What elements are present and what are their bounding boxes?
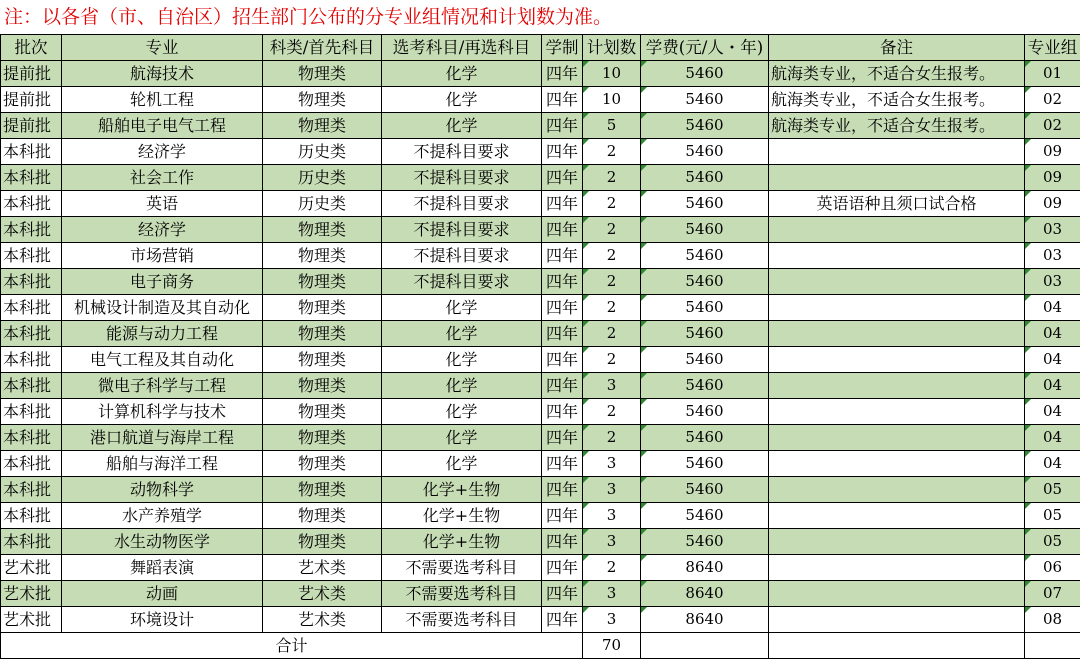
cell-years: 四年 bbox=[542, 373, 583, 399]
cell-subjects: 不提科目要求 bbox=[382, 269, 542, 295]
cell-plan: 3 bbox=[583, 607, 641, 633]
cell-fee: 5460 bbox=[641, 295, 769, 321]
cell-years: 四年 bbox=[542, 87, 583, 113]
cell-remark bbox=[769, 217, 1025, 243]
cell-category: 物理类 bbox=[263, 217, 382, 243]
cell-category: 物理类 bbox=[263, 243, 382, 269]
cell-fee: 5460 bbox=[641, 113, 769, 139]
cell-major: 社会工作 bbox=[62, 165, 263, 191]
cell-batch: 艺术批 bbox=[1, 555, 62, 581]
cell-plan: 2 bbox=[583, 139, 641, 165]
cell-plan: 2 bbox=[583, 217, 641, 243]
cell-remark bbox=[769, 451, 1025, 477]
header-fee: 学费(元/人・年) bbox=[641, 35, 769, 61]
cell-years: 四年 bbox=[542, 581, 583, 607]
cell-group: 03 bbox=[1025, 217, 1080, 243]
cell-years: 四年 bbox=[542, 165, 583, 191]
cell-batch: 提前批 bbox=[1, 61, 62, 87]
table-row bbox=[1, 529, 1080, 555]
cell-fee: 5460 bbox=[641, 373, 769, 399]
table-row bbox=[1, 87, 1080, 113]
cell-years: 四年 bbox=[542, 451, 583, 477]
cell-category: 物理类 bbox=[263, 399, 382, 425]
cell-remark: 航海类专业，不适合女生报考。 bbox=[769, 61, 1025, 87]
cell-fee: 8640 bbox=[641, 607, 769, 633]
cell-fee: 5460 bbox=[641, 165, 769, 191]
table-row bbox=[1, 217, 1080, 243]
cell-group: 04 bbox=[1025, 321, 1080, 347]
cell-category: 历史类 bbox=[263, 191, 382, 217]
cell-batch: 本科批 bbox=[1, 295, 62, 321]
cell-remark bbox=[769, 503, 1025, 529]
cell-years: 四年 bbox=[542, 295, 583, 321]
cell-batch: 本科批 bbox=[1, 347, 62, 373]
cell-major: 航海技术 bbox=[62, 61, 263, 87]
cell-major: 电子商务 bbox=[62, 269, 263, 295]
cell-major: 环境设计 bbox=[62, 607, 263, 633]
cell-category: 历史类 bbox=[263, 165, 382, 191]
cell-major: 船舶电子电气工程 bbox=[62, 113, 263, 139]
cell-years: 四年 bbox=[542, 503, 583, 529]
table-row bbox=[1, 165, 1080, 191]
cell-major: 经济学 bbox=[62, 139, 263, 165]
cell-remark bbox=[769, 321, 1025, 347]
cell-years: 四年 bbox=[542, 321, 583, 347]
cell-batch: 艺术批 bbox=[1, 607, 62, 633]
header-batch: 批次 bbox=[1, 35, 62, 61]
cell-subjects: 不提科目要求 bbox=[382, 217, 542, 243]
cell-group: 03 bbox=[1025, 269, 1080, 295]
cell-batch: 提前批 bbox=[1, 113, 62, 139]
cell-fee: 5460 bbox=[641, 321, 769, 347]
cell-subjects: 不提科目要求 bbox=[382, 165, 542, 191]
cell-plan: 2 bbox=[583, 165, 641, 191]
cell-batch: 本科批 bbox=[1, 243, 62, 269]
cell-major: 港口航道与海岸工程 bbox=[62, 425, 263, 451]
cell-remark: 航海类专业，不适合女生报考。 bbox=[769, 87, 1025, 113]
cell-batch: 艺术批 bbox=[1, 581, 62, 607]
cell-plan: 2 bbox=[583, 399, 641, 425]
cell-category: 艺术类 bbox=[263, 607, 382, 633]
cell-remark bbox=[769, 399, 1025, 425]
table-row bbox=[1, 425, 1080, 451]
cell-plan: 10 bbox=[583, 61, 641, 87]
cell-remark bbox=[769, 607, 1025, 633]
cell-group: 06 bbox=[1025, 555, 1080, 581]
cell-batch: 本科批 bbox=[1, 321, 62, 347]
cell-category: 物理类 bbox=[263, 295, 382, 321]
cell-batch: 本科批 bbox=[1, 139, 62, 165]
cell-remark bbox=[769, 269, 1025, 295]
cell-years: 四年 bbox=[542, 217, 583, 243]
cell-remark bbox=[769, 243, 1025, 269]
cell-category: 物理类 bbox=[263, 477, 382, 503]
cell-years: 四年 bbox=[542, 477, 583, 503]
cell-fee: 5460 bbox=[641, 451, 769, 477]
cell-plan: 3 bbox=[583, 477, 641, 503]
cell-batch: 本科批 bbox=[1, 217, 62, 243]
cell-subjects: 不需要选考科目 bbox=[382, 555, 542, 581]
cell-years: 四年 bbox=[542, 269, 583, 295]
total-label: 合计 bbox=[1, 633, 583, 659]
cell-category: 物理类 bbox=[263, 113, 382, 139]
cell-major: 船舶与海洋工程 bbox=[62, 451, 263, 477]
cell-group: 04 bbox=[1025, 295, 1080, 321]
cell-years: 四年 bbox=[542, 399, 583, 425]
cell-remark bbox=[769, 347, 1025, 373]
cell-batch: 本科批 bbox=[1, 451, 62, 477]
cell-group: 04 bbox=[1025, 425, 1080, 451]
cell-category: 历史类 bbox=[263, 139, 382, 165]
cell-category: 物理类 bbox=[263, 373, 382, 399]
cell-subjects: 化学 bbox=[382, 295, 542, 321]
cell-batch: 本科批 bbox=[1, 529, 62, 555]
cell-fee: 5460 bbox=[641, 243, 769, 269]
cell-category: 物理类 bbox=[263, 347, 382, 373]
cell-major: 能源与动力工程 bbox=[62, 321, 263, 347]
cell-subjects: 化学+生物 bbox=[382, 503, 542, 529]
cell-remark bbox=[769, 529, 1025, 555]
cell-plan: 2 bbox=[583, 243, 641, 269]
header-plan: 计划数 bbox=[583, 35, 641, 61]
cell-years: 四年 bbox=[542, 139, 583, 165]
cell-subjects: 不需要选考科目 bbox=[382, 607, 542, 633]
cell-remark bbox=[769, 139, 1025, 165]
total-empty-group bbox=[1025, 633, 1080, 659]
cell-years: 四年 bbox=[542, 61, 583, 87]
cell-plan: 3 bbox=[583, 529, 641, 555]
cell-group: 09 bbox=[1025, 165, 1080, 191]
cell-fee: 5460 bbox=[641, 191, 769, 217]
cell-fee: 5460 bbox=[641, 139, 769, 165]
cell-plan: 3 bbox=[583, 451, 641, 477]
cell-major: 计算机科学与技术 bbox=[62, 399, 263, 425]
cell-group: 09 bbox=[1025, 139, 1080, 165]
header-major: 专业 bbox=[62, 35, 263, 61]
cell-plan: 2 bbox=[583, 425, 641, 451]
cell-fee: 5460 bbox=[641, 347, 769, 373]
cell-remark bbox=[769, 477, 1025, 503]
cell-group: 04 bbox=[1025, 399, 1080, 425]
cell-category: 物理类 bbox=[263, 425, 382, 451]
cell-group: 05 bbox=[1025, 503, 1080, 529]
total-row bbox=[1, 633, 1080, 659]
cell-years: 四年 bbox=[542, 243, 583, 269]
cell-remark: 航海类专业，不适合女生报考。 bbox=[769, 113, 1025, 139]
cell-fee: 5460 bbox=[641, 87, 769, 113]
cell-group: 03 bbox=[1025, 243, 1080, 269]
cell-major: 经济学 bbox=[62, 217, 263, 243]
cell-group: 04 bbox=[1025, 373, 1080, 399]
cell-major: 舞蹈表演 bbox=[62, 555, 263, 581]
cell-major: 微电子科学与工程 bbox=[62, 373, 263, 399]
cell-group: 02 bbox=[1025, 113, 1080, 139]
cell-fee: 5460 bbox=[641, 269, 769, 295]
cell-batch: 本科批 bbox=[1, 425, 62, 451]
cell-years: 四年 bbox=[542, 555, 583, 581]
table-row bbox=[1, 555, 1080, 581]
cell-batch: 本科批 bbox=[1, 503, 62, 529]
cell-plan: 2 bbox=[583, 295, 641, 321]
cell-category: 物理类 bbox=[263, 451, 382, 477]
cell-years: 四年 bbox=[542, 425, 583, 451]
cell-plan: 2 bbox=[583, 555, 641, 581]
cell-category: 物理类 bbox=[263, 503, 382, 529]
cell-fee: 5460 bbox=[641, 61, 769, 87]
cell-group: 02 bbox=[1025, 87, 1080, 113]
cell-years: 四年 bbox=[542, 347, 583, 373]
cell-remark bbox=[769, 165, 1025, 191]
cell-major: 动物科学 bbox=[62, 477, 263, 503]
cell-years: 四年 bbox=[542, 191, 583, 217]
cell-subjects: 化学 bbox=[382, 399, 542, 425]
table-row bbox=[1, 347, 1080, 373]
table-row bbox=[1, 451, 1080, 477]
table-row bbox=[1, 503, 1080, 529]
header-category: 科类/首先科目 bbox=[263, 35, 382, 61]
table-row bbox=[1, 61, 1080, 87]
cell-major: 水生动物医学 bbox=[62, 529, 263, 555]
cell-subjects: 不提科目要求 bbox=[382, 191, 542, 217]
header-remark: 备注 bbox=[769, 35, 1025, 61]
table-row bbox=[1, 477, 1080, 503]
header-group: 专业组 bbox=[1025, 35, 1080, 61]
cell-fee: 5460 bbox=[641, 425, 769, 451]
cell-category: 艺术类 bbox=[263, 581, 382, 607]
cell-subjects: 化学 bbox=[382, 425, 542, 451]
cell-subjects: 不提科目要求 bbox=[382, 139, 542, 165]
table-note: 注：以各省（市、自治区）招生部门公布的分专业组情况和计划数为准。 bbox=[0, 0, 1080, 34]
cell-remark bbox=[769, 581, 1025, 607]
cell-plan: 2 bbox=[583, 191, 641, 217]
cell-category: 物理类 bbox=[263, 529, 382, 555]
cell-remark bbox=[769, 555, 1025, 581]
cell-major: 电气工程及其自动化 bbox=[62, 347, 263, 373]
cell-batch: 本科批 bbox=[1, 477, 62, 503]
cell-subjects: 不提科目要求 bbox=[382, 243, 542, 269]
cell-plan: 2 bbox=[583, 321, 641, 347]
cell-fee: 8640 bbox=[641, 555, 769, 581]
cell-batch: 本科批 bbox=[1, 399, 62, 425]
admission-plan-table bbox=[0, 34, 1080, 659]
cell-years: 四年 bbox=[542, 607, 583, 633]
table-row bbox=[1, 243, 1080, 269]
cell-major: 动画 bbox=[62, 581, 263, 607]
cell-major: 英语 bbox=[62, 191, 263, 217]
cell-subjects: 化学 bbox=[382, 373, 542, 399]
cell-subjects: 不需要选考科目 bbox=[382, 581, 542, 607]
table-row bbox=[1, 399, 1080, 425]
table-row bbox=[1, 607, 1080, 633]
cell-fee: 5460 bbox=[641, 477, 769, 503]
cell-batch: 本科批 bbox=[1, 191, 62, 217]
header-years: 学制 bbox=[542, 35, 583, 61]
table-row bbox=[1, 581, 1080, 607]
cell-subjects: 化学 bbox=[382, 113, 542, 139]
cell-fee: 5460 bbox=[641, 503, 769, 529]
cell-fee: 5460 bbox=[641, 399, 769, 425]
cell-remark bbox=[769, 425, 1025, 451]
cell-subjects: 化学 bbox=[382, 347, 542, 373]
cell-group: 09 bbox=[1025, 191, 1080, 217]
cell-category: 物理类 bbox=[263, 87, 382, 113]
table-body bbox=[1, 61, 1080, 633]
table-row bbox=[1, 373, 1080, 399]
cell-plan: 2 bbox=[583, 347, 641, 373]
cell-plan: 3 bbox=[583, 503, 641, 529]
cell-major: 市场营销 bbox=[62, 243, 263, 269]
cell-subjects: 化学+生物 bbox=[382, 477, 542, 503]
cell-remark bbox=[769, 373, 1025, 399]
cell-subjects: 化学 bbox=[382, 61, 542, 87]
table-row bbox=[1, 321, 1080, 347]
header-subjects: 选考科目/再选科目 bbox=[382, 35, 542, 61]
total-plan: 70 bbox=[583, 633, 641, 659]
header-row bbox=[1, 35, 1080, 61]
total-empty-fee bbox=[641, 633, 769, 659]
cell-plan: 3 bbox=[583, 581, 641, 607]
cell-batch: 提前批 bbox=[1, 87, 62, 113]
cell-category: 物理类 bbox=[263, 269, 382, 295]
cell-fee: 8640 bbox=[641, 581, 769, 607]
cell-group: 04 bbox=[1025, 451, 1080, 477]
table-row bbox=[1, 139, 1080, 165]
total-empty-remark bbox=[769, 633, 1025, 659]
cell-group: 07 bbox=[1025, 581, 1080, 607]
cell-plan: 3 bbox=[583, 373, 641, 399]
table-row bbox=[1, 191, 1080, 217]
cell-group: 04 bbox=[1025, 347, 1080, 373]
table-row bbox=[1, 269, 1080, 295]
cell-subjects: 化学 bbox=[382, 321, 542, 347]
cell-major: 水产养殖学 bbox=[62, 503, 263, 529]
cell-remark bbox=[769, 295, 1025, 321]
cell-group: 08 bbox=[1025, 607, 1080, 633]
cell-group: 01 bbox=[1025, 61, 1080, 87]
table-row bbox=[1, 295, 1080, 321]
cell-plan: 2 bbox=[583, 269, 641, 295]
cell-group: 05 bbox=[1025, 477, 1080, 503]
cell-major: 机械设计制造及其自动化 bbox=[62, 295, 263, 321]
cell-category: 物理类 bbox=[263, 321, 382, 347]
cell-category: 艺术类 bbox=[263, 555, 382, 581]
cell-major: 轮机工程 bbox=[62, 87, 263, 113]
cell-plan: 10 bbox=[583, 87, 641, 113]
cell-remark: 英语语种且须口试合格 bbox=[769, 191, 1025, 217]
cell-subjects: 化学+生物 bbox=[382, 529, 542, 555]
cell-fee: 5460 bbox=[641, 529, 769, 555]
cell-subjects: 化学 bbox=[382, 87, 542, 113]
cell-batch: 本科批 bbox=[1, 373, 62, 399]
cell-batch: 本科批 bbox=[1, 269, 62, 295]
cell-years: 四年 bbox=[542, 113, 583, 139]
cell-subjects: 化学 bbox=[382, 451, 542, 477]
cell-category: 物理类 bbox=[263, 61, 382, 87]
cell-plan: 5 bbox=[583, 113, 641, 139]
cell-group: 05 bbox=[1025, 529, 1080, 555]
cell-batch: 本科批 bbox=[1, 165, 62, 191]
cell-fee: 5460 bbox=[641, 217, 769, 243]
table-row bbox=[1, 113, 1080, 139]
cell-years: 四年 bbox=[542, 529, 583, 555]
